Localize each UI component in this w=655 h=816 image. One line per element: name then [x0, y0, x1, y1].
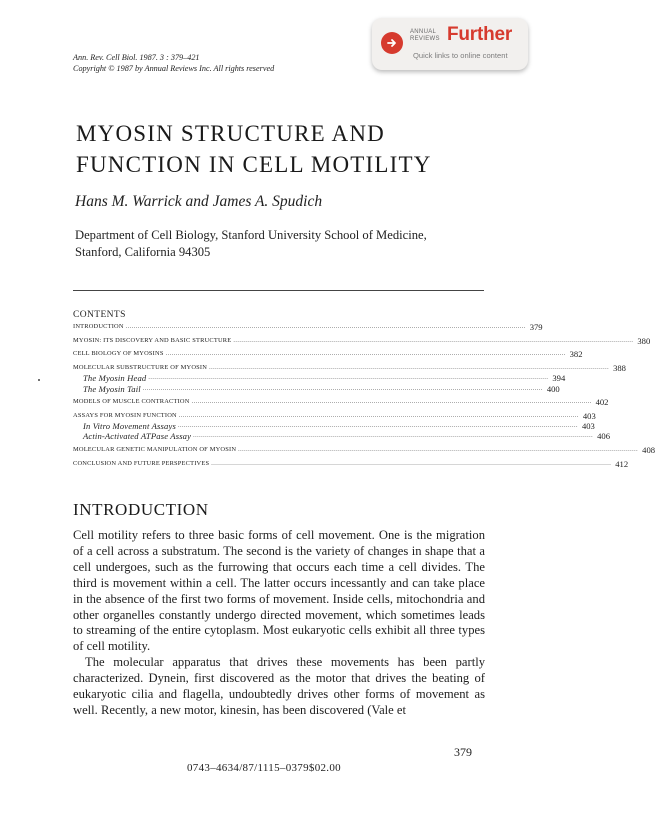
toc-leader-dots: ........................................................................................................................................................................................................ — [148, 375, 549, 382]
badge-tagline: Quick links to online content — [413, 51, 508, 60]
toc-entry — [73, 431, 610, 442]
title-line-2: FUNCTION IN CELL MOTILITY — [76, 152, 432, 177]
toc-entry-label: MOLECULAR SUBSTRUCTURE OF MYOSIN — [73, 364, 208, 372]
toc-entry-page: 388 — [613, 363, 626, 374]
annual-reviews-further-badge[interactable] — [372, 18, 528, 70]
toc-entry-label: In Vitro Movement Assays — [83, 421, 176, 432]
toc-leader-dots: ........................................................................................................................................................................................................ — [125, 324, 526, 331]
toc-entry — [73, 410, 596, 421]
toc-entry-page: 380 — [637, 335, 651, 346]
introduction-heading: INTRODUCTION — [73, 500, 209, 519]
paragraph: Cell motility refers to three basic forms of cell movement. One is the migration of a cell across a substratum. The second is the variety of changes in shape that a cell undergoes, such as the furrowing that occurs each time a cell divides. The third is movement within a cell. The latter occurs incessantly and can take place in the absence of the first two forms of movement. Inside cells, mitochondria and other organelles constantly undergo directed movement, which sometimes leads to streaming of the entire cytoplasm. Most eukaryotic cells exhibit all three types of cell motility. — [73, 528, 485, 654]
toc-entry — [73, 335, 651, 346]
page-number: 379 — [454, 745, 472, 759]
toc-entry-label: CELL BIOLOGY OF MYOSINS — [73, 350, 164, 358]
toc-leader-dots: ........................................................................................................................................................................................................ — [238, 447, 639, 454]
divider — [73, 290, 484, 291]
citation-line-2: Copyright © 1987 by Annual Reviews Inc. All rights reserved — [73, 64, 275, 73]
toc-leader-dots: ........................................................................................................................................................................................................ — [209, 365, 610, 372]
toc-entry-label: CONCLUSION AND FUTURE PERSPECTIVES — [73, 459, 210, 467]
badge-brand: Further — [447, 24, 513, 45]
badge-publisher — [410, 29, 440, 43]
toc-leader-dots: ........................................................................................................................................................................................................ — [165, 351, 566, 358]
toc-entry-label: INTRODUCTION — [73, 323, 124, 331]
author-affiliation — [75, 227, 427, 261]
toc-entry-page: 403 — [582, 410, 596, 421]
toc-entry-label: MOLECULAR GENETIC MANIPULATION OF MYOSIN — [73, 446, 237, 454]
toc-leader-dots: ........................................................................................................................................................................................................ — [177, 423, 578, 430]
toc-leader-dots: ........................................................................................................................................................................................................ — [193, 433, 594, 440]
article-authors: Hans M. Warrick and James A. Spudich — [75, 193, 323, 210]
toc-entry-label: ASSAYS FOR MYOSIN FUNCTION — [73, 411, 177, 419]
contents-heading: CONTENTS — [73, 310, 126, 320]
toc-entry-page: 406 — [597, 431, 610, 442]
title-line-1: MYOSIN STRUCTURE AND — [76, 121, 385, 146]
toc-leader-dots: ........................................................................................................................................................................................................ — [142, 385, 543, 392]
toc-leader-dots: ........................................................................................................................................................................................................ — [178, 412, 579, 419]
badge-publisher-line1: ANNUAL — [410, 29, 437, 35]
toc-entry-page: 402 — [595, 397, 609, 408]
journal-citation — [73, 52, 274, 74]
toc-entry-label: Actin-Activated ATPase Assay — [83, 431, 192, 442]
article-title — [76, 118, 432, 180]
copyright-code: 0743–4634/87/1115–0379$02.00 — [187, 762, 341, 774]
toc-entry — [73, 383, 560, 394]
toc-entry — [73, 349, 583, 360]
toc-entry-label: MYOSIN: ITS DISCOVERY AND BASIC STRUCTURE — [73, 336, 232, 344]
margin-mark — [38, 379, 40, 381]
toc-entry-page: 403 — [581, 421, 595, 432]
arrow-icon — [381, 32, 403, 54]
toc-entry — [73, 397, 609, 408]
affiliation-line-2: Stanford, California 94305 — [75, 245, 211, 259]
toc-leader-dots: ........................................................................................................................................................................................................ — [191, 399, 592, 406]
toc-entry — [73, 421, 595, 432]
citation-line-1: Ann. Rev. Cell Biol. 1987. 3 : 379–421 — [73, 53, 200, 62]
toc-entry — [73, 445, 655, 456]
toc-entry-page: 394 — [552, 373, 566, 384]
toc-entry-page: 400 — [546, 383, 560, 394]
toc-entry-page: 379 — [529, 322, 543, 333]
toc-leader-dots: ........................................................................................................................................................................................................ — [211, 460, 612, 467]
table-of-contents — [73, 322, 655, 469]
toc-entry-page: 412 — [615, 458, 629, 469]
toc-entry-label: MODELS OF MUSCLE CONTRACTION — [73, 398, 190, 406]
affiliation-line-1: Department of Cell Biology, Stanford University School of Medicine, — [75, 228, 427, 242]
toc-entry-label: The Myosin Tail — [83, 383, 141, 394]
toc-entry-label: The Myosin Head — [83, 373, 147, 384]
badge-publisher-line2: REVIEWS — [410, 36, 440, 42]
toc-entry-page: 382 — [569, 349, 583, 360]
paragraph: The molecular apparatus that drives these movements has been partly characterized. Dynein, first discovered as the motor that drives the beating of eukaryotic cilia and flagella, undoubtedly drives other forms of movement as well. Recently, a new motor, kinesin, has been discovered (Vale et — [73, 655, 485, 717]
toc-entry — [73, 458, 629, 469]
toc-leader-dots: ........................................................................................................................................................................................................ — [233, 337, 634, 344]
toc-entry — [73, 322, 543, 333]
toc-entry — [73, 373, 566, 384]
toc-entry — [73, 363, 626, 374]
toc-entry-page: 408 — [642, 445, 655, 456]
introduction-body — [73, 528, 485, 719]
